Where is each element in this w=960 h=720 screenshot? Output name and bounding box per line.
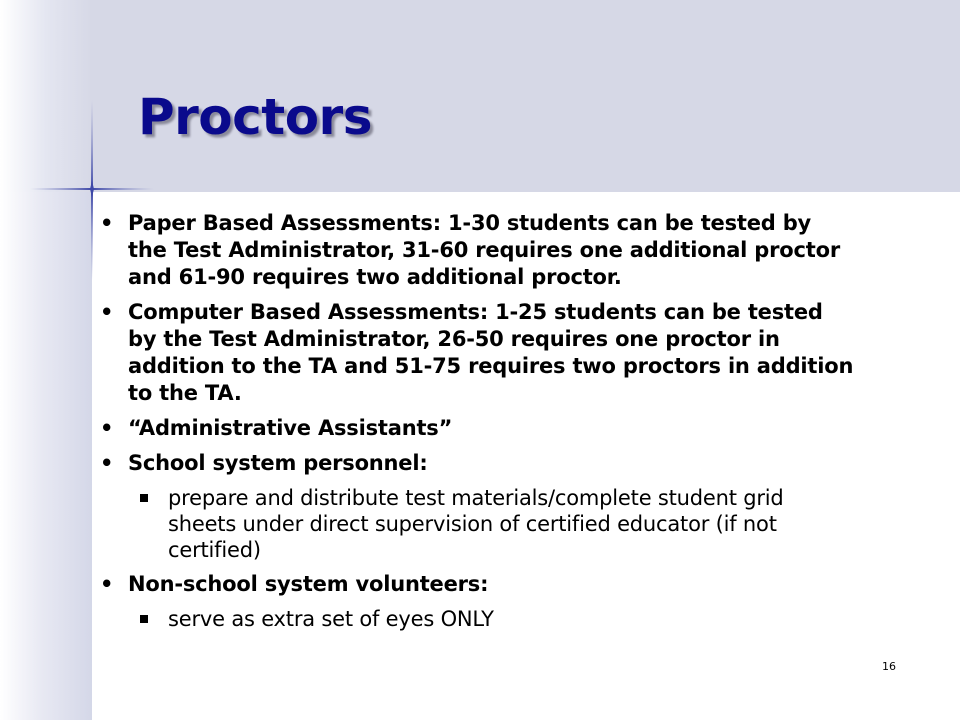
bullet-paper-based-assessments: • Paper Based Assessments: 1-30 students can be tested by the Test Administrator, 31-60 requires one additional proctor and 61-90 requires two additional proctor. [96,210,856,291]
title-band-left-fade [0,0,92,192]
bullet-non-school-volunteers: • Non-school system volunteers: [96,571,856,598]
sub-bullet-extra-eyes: serve as extra set of eyes ONLY [96,606,856,632]
bullet-computer-based-assessments: • Computer Based Assessments: 1-25 students can be tested by the Test Administrator, 26-50 requires one proctor in addition to the TA and 51-75 requires two proctors in addition to the TA. [96,299,856,407]
slide-title: Proctors [138,88,372,146]
bullet-list [96,210,856,640]
bullet-school-system-personnel: • School system personnel: [96,450,856,477]
bullet-administrative-assistants: • “Administrative Assistants” [96,415,856,442]
page-number: 16 [882,660,896,673]
sub-bullet-prepare-distribute: prepare and distribute test materials/complete student grid sheets under direct supervision of certified educator (if not certified) [96,485,856,563]
